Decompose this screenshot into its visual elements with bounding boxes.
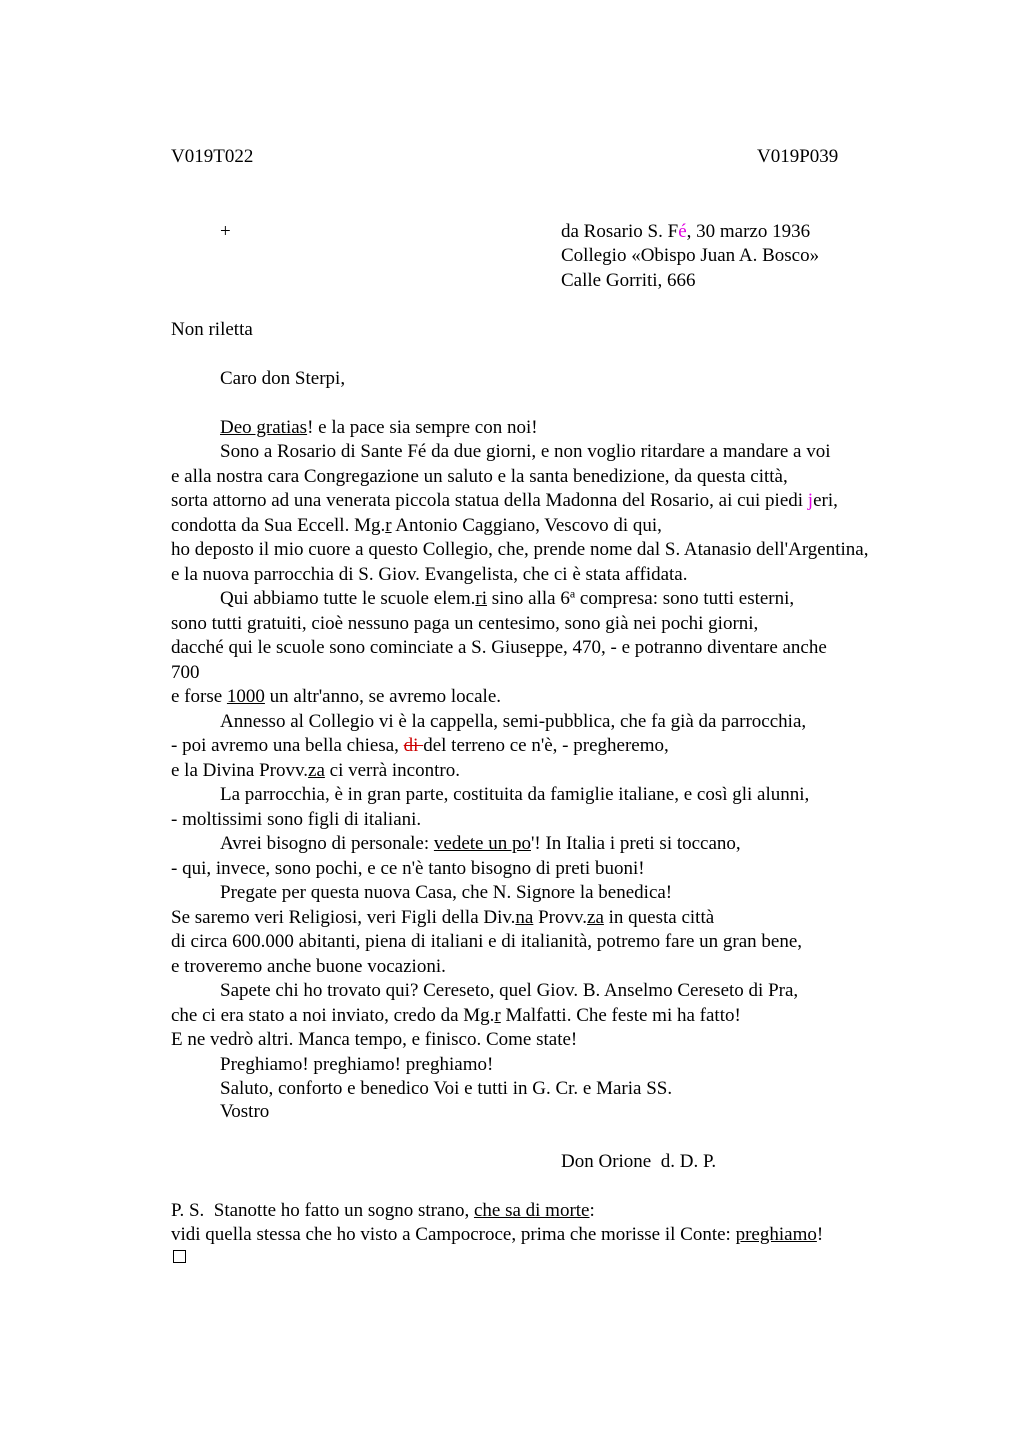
document-code-right: V019P039 [757,146,839,167]
body-line: che ci era stato a noi inviato, credo da Mg.r Malfatti. Che feste mi ha fatto! [171,1005,741,1026]
closing-word: Vostro [220,1101,270,1122]
body-line: e troveremo anche buone vocazioni. [171,956,446,977]
body-line: Annesso al Collegio vi è la cappella, semi-pubblica, che fa già da parrocchia, [220,711,807,732]
body-line: Preghiamo! preghiamo! preghiamo! [220,1054,494,1075]
body-line: sorta attorno ad una venerata piccola statua della Madonna del Rosario, ai cui piedi jeri, [171,490,838,511]
postscript-line: vidi quella stessa che ho visto a Campocroce, prima che morisse il Conte: preghiamo! [171,1224,824,1245]
body-line: Se saremo veri Religiosi, veri Figli della Div.na Provv.za in questa città [171,907,715,928]
cross-mark: + [220,221,231,242]
salutation: Caro don Sterpi, [220,368,346,389]
body-line: ho deposto il mio cuore a questo Collegio, che, prende nome dal S. Atanasio dell'Argentina, [171,539,869,560]
body-line: 700 [171,662,200,683]
body-line: e forse 1000 un altr'anno, se avremo locale. [171,686,502,707]
body-line: Sono a Rosario di Sante Fé da due giorni, e non voglio ritardare a mandare a voi [220,441,831,462]
body-line: di circa 600.000 abitanti, piena di italiani e di italianità, potremo fare un gran bene, [171,931,802,952]
body-line: - moltissimi sono figli di italiani. [171,809,422,830]
body-line: e alla nostra cara Congregazione un saluto e la santa benedizione, da questa città, [171,466,788,487]
street-line: Calle Gorriti, 666 [561,270,696,291]
body-line: Pregate per questa nuova Casa, che N. Signore la benedica! [220,882,673,903]
body-line: La parrocchia, è in gran parte, costituita da famiglie italiane, e così gli alunni, [220,784,810,805]
place-date-line: da Rosario S. Fé, 30 marzo 1936 [561,221,811,242]
body-line: - qui, invece, sono pochi, e ce n'è tanto bisogno di preti buoni! [171,858,645,879]
end-of-document-box-icon [173,1250,186,1263]
body-line: e la Divina Provv.za ci verrà incontro. [171,760,460,781]
not-reread-note: Non riletta [171,319,253,340]
body-line: Saluto, conforto e benedico Voi e tutti in G. Cr. e Maria SS. [220,1078,673,1099]
body-line: dacché qui le scuole sono cominciate a S. Giuseppe, 470, - e potranno diventare anche [171,637,827,658]
college-line: Collegio «Obispo Juan A. Bosco» [561,245,820,266]
body-line: E ne vedrò altri. Manca tempo, e finisco. Come state! [171,1029,578,1050]
body-line: Sapete chi ho trovato qui? Cereseto, quel Giov. B. Anselmo Cereseto di Pra, [220,980,799,1001]
body-line: sono tutti gratuiti, cioè nessuno paga un centesimo, sono già nei pochi giorni, [171,613,759,634]
body-line: Deo gratias! e la pace sia sempre con noi! [220,417,538,438]
struck-word: di [403,735,424,756]
body-line: - poi avremo una bella chiesa, di del terreno ce n'è, - pregheremo, [171,735,669,756]
document-code-left: V019T022 [171,146,254,167]
signature: Don Orione d. D. P. [561,1151,717,1172]
body-line: e la nuova parrocchia di S. Giov. Evangelista, che ci è stata affidata. [171,564,688,585]
body-line: Avrei bisogno di personale: vedete un po'! In Italia i preti si toccano, [220,833,741,854]
postscript-line: P. S. Stanotte ho fatto un sogno strano, che sa di morte: [171,1200,595,1221]
body-line: condotta da Sua Eccell. Mg.r Antonio Caggiano, Vescovo di qui, [171,515,662,536]
body-line: Qui abbiamo tutte le scuole elem.ri sino alla 6$^a$ compresa: sono tutti esterni, [220,586,795,609]
